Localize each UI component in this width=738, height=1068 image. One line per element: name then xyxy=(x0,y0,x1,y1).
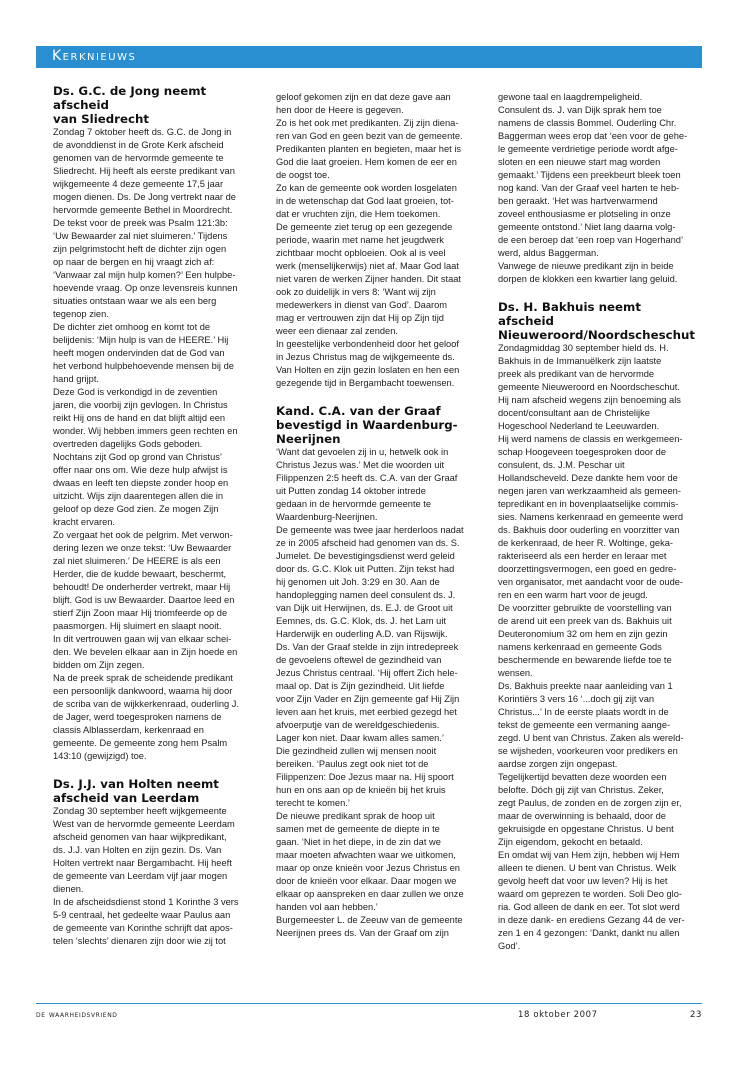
column-3 xyxy=(498,91,698,953)
footer-page-number: 23 xyxy=(690,1010,703,1020)
section-title: Kerknieuws xyxy=(52,48,137,64)
footer-date: 18 oktober 2007 xyxy=(518,1010,598,1020)
article-3-title: Kand. C.A. van der Graaf bevestigd in Waardenburg- Neerijnen xyxy=(276,404,458,446)
footer-rule xyxy=(36,1003,702,1004)
article-3-body: ‘Want dat gevoelen zij in u, hetwelk ook in Christus Jezus was.’ Met die woorden uit Filippenzen 2:5 heeft ds. C.A. van der Graaf uit Putten zondag 14 oktober intrede gedaan in de hervormde gemeente te Waardenburg-Neerijnen. De gemeente was twee jaar herderloos nadat ze in 2005 afscheid had genomen van ds. S. Jumelet. De bevestigingsdienst werd geleid door ds. G.C. Klok uit Putten. Zijn tekst had hij genomen uit Joh. 3:29 en 30. Aan de handoplegging namen deel consulent ds. J. van Dijk uit Herwijnen, ds. E.J. de Groot uit Eemnes, ds. G.C. Klok, ds. J. het Lam uit Harderwijk en ouderling A.D. van Rijswijk. Ds. Van der Graaf stelde in zijn intredepreek de gevoelens oftewel de gezindheid van Jezus Christus centraal. ‘Hij offert Zich hele- maal op. Dat is Zijn gezindheid. Uit liefde voor Zijn Vader en Zijn gemeente gaf Hij Zijn leven aan het kruis, met eerbied gezegd het afvoerputje van de wereldgeschiedenis. Lager kon niet. Daar kwam alles samen.’ Die gezindheid zullen wij mensen nooit bereiken. ‘Paulus zegt ook niet tot de Filippenzen: Doe Jezus maar na. Hij spoort hun en ons aan op de knieën bij het kruis terecht te komen.’ De nieuwe predikant sprak de hoop uit samen met de gemeente de diepte in te gaan. ‘Niet in het diepe, in de zin dat we maar moeten afwachten waar we uitkomen, maar op onze knieën voor Jezus Christus en door de knieën voor elkaar. Daar mogen we elkaar op aanspreken en daar zullen we onze handen vol aan hebben.’ Burgemeester L. de Zeeuw van de gemeente Neerijnen prees ds. Van der Graaf om zijn xyxy=(276,447,464,938)
article-3-body-continued: gewone taal en laagdrempeligheid. Consulent ds. J. van Dijk sprak hem toe namens de classis Bommel. Ouderling Chr. Baggerman wees erop dat ‘een voor de gehe- le gemeente verdrietige periode wordt afge- sloten en een nieuwe start mag worden gemaakt.’ Tijdens een preekbeurt bleek toen nog kand. Van der Graaf veel harten te heb- ben geraakt. ‘Het was hartverwarmend zoveel enthousiasme er plotseling in onze gemeente ontstond.’ Niet lang daarna volg- de een beroep dat ‘een roep van Hogerhand’ werd, aldus Baggerman. Vanwege de nieuwe predikant zijn in beide dorpen de klokken een kwartier lang geluid. xyxy=(498,92,688,284)
article-1-title: Ds. G.C. de Jong neemt afscheid van Sliedrecht xyxy=(53,84,207,126)
article-2-body: Zondag 30 september heeft wijkgemeente West van de hervormde gemeente Leerdam afscheid genomen van haar wijkpredikant, ds. J.J. van Holten en zijn gezin. Ds. Van Holten vertrekt naar Bergambacht. Hij heeft de gemeente van Leerdam vijf jaar mogen dienen. In de afscheidsdienst stond 1 Korinthe 3 vers 5-9 centraal, het gedeelte waar Paulus aan de gemeente van Korinthe schrijft dat apos- telen ‘slechts’ dienaren zijn door wie zij tot xyxy=(53,806,239,946)
article-4-body: Zondagmiddag 30 september hield ds. H. Bakhuis in de Immanuëlkerk zijn laatste preek als predikant van de hervormde gemeente Nieuweroord en Noordscheschut. Hij nam afscheid wegens zijn benoeming als docent/consultant aan de Christelijke Hogeschool Nederland te Leeuwarden. Hij werd namens de classis en werkgemeen- schap Hoogeveen toegesproken door de consulent, ds. J.M. Peschar uit Hollandscheveld. Deze dankte hem voor de negen jaren van werkzaamheid als gemeen- tepredikant en in bovenplaatselijke commis- sies. Namens kerkenraad en gemeente werd ds. Bakhuis door ouderling en voorzitter van de kerkenraad, de heer R. Woltinge, geka- rakteriseerd als een herder en leraar met doorzettingsvermogen, een goed en gedre- ven organisator, met aandacht voor de oude- ren en een warm hart voor de jeugd. De voorzitter gebruikte de voorstelling van de arend uit een preek van ds. Bakhuis uit Deuteronomium 32 om hem en zijn gezin namens kerkenraad en gemeente Gods beschermende en bewarende liefde toe te wensen. Ds. Bakhuis preekte naar aanleiding van 1 Korintiërs 3 vers 16 ‘...doch gij zijt van Christus...’ In de eerste plaats wordt in de tekst de gemeente een vermaning aange- zegd. U bent van Christus. Zaken als wereld- se wijsheden, voorkeuren voor predikers en aardse zorgen zijn ongepast. Tegelijkertijd bevatten deze woorden een belofte. Dóch gij zijt van Christus. Zeker, zegt Paulus, de zonden en de zorgen zijn er, maar de overwinning is behaald, door de gekruisigde en opgestane Christus. U bent Zijn eigendom, gekocht en betaald. En omdat wij van Hem zijn, hebben wij Hem alleen te dienen. U bent van Christus. Welk gevolg heeft dat voor uw leven? Hij is het waard om geprezen te worden. Soli Deo glo- ria. God alleen de dank en eer. Tot slot werd in deze dank- en erediens Gezang 44 de ver- zen 1 en 4 gezongen: ‘Dankt, dankt nu allen God’. xyxy=(498,343,685,951)
article-1-body: Zondag 7 oktober heeft ds. G.C. de Jong in de avonddienst in de Grote Kerk afscheid genomen van de hervormde gemeente te Sliedrecht. Hij heeft als eerste predikant van wijkgemeente 4 deze gemeente 17,5 jaar mogen dienen. Ds. De Jong vertrekt naar de hervormde gemeente Bethel in Moordrecht. De tekst voor de preek was Psalm 121:3b: ‘Uw Bewaarder zal niet sluimeren.’ Tijdens zijn pelgrimstocht heft de dichter zijn ogen op naar de bergen en hij vraagt zich af: ‘Vanwaar zal mijn hulp komen?’ Een hulpbe- hoevende vraag. Op onze levensreis kunnen situaties ontstaan waar we als een berg tegenop zien. De dichter ziet omhoog en komt tot de belijdenis: ‘Mijn hulp is van de HEERE.’ Hij heeft mogen ondervinden dat de God van het verbond hulpbehoevende mensen bij de hand grijpt. Deze God is verkondigd in de zeventien jaren, die voorbij zijn gevlogen. In Christus reikt Hij ons de hand en dat blijft altijd een wonder. Wij hebben immers geen rechten en overtreden dagelijks Gods geboden. Nochtans zijt God op grond van Christus’ offer naar ons om. Wie deze hulp afwijst is dwaas en leeft ten diepste zonder hoop en uitzicht. Wijs zijn daarentegen allen die in geloof op deze God zien. Ze mogen Zijn kracht ervaren. Zo vergaat het ook de pelgrim. Met verwon- dering lezen we onze tekst: ‘Uw Bewaarder zal niet sluimeren.’ De HEERE is als een Herder, die de kudde bewaart, beschermt, behoudt! De onderherder vertrekt, maar Hij blijft. God is uw Bewaarder. Daartoe leed en stierf Zijn Zoon maar Hij triomfeerde op de paasmorgen. Hij sluimert en slaapt nooit. In dit vertrouwen gaan wij van elkaar schei- den. We bevelen elkaar aan in Zijn hoede en bidden om Zijn zegen. Na de preek sprak de scheidende predikant een persoonlijk dankwoord, waarna hij door de scriba van de wijkkerkenraad, ouderling J. de Jager, werd toegesproken namens de classis Alblasserdam, kerkenraad en gemeente. De gemeente zong hem Psalm 143:10 (gewijzigd) toe. xyxy=(53,127,240,761)
footer-publication: de waarheidsvriend xyxy=(36,1010,118,1020)
column-2 xyxy=(276,91,476,940)
article-4-title: Ds. H. Bakhuis neemt afscheid Nieuweroord/Noordscheschut xyxy=(498,300,696,342)
article-2-body-continued: geloof gekomen zijn en dat deze gave aan hen door de Heere is gegeven. Zo is het ook met predikanten. Zij zijn diena- ren van God en geen bezit van de gemeente. Predikanten planten en begieten, maar het is God die laat groeien. Hem komen de eer en de oogst toe. Zo kan de gemeente ook worden losgelaten in de wetenschap dat God laat groeien, tot- dat er vruchten zijn, die Hem toekomen. De gemeente ziet terug op een gezegende periode, waarin met name het jeugdwerk zichtbaar mocht opbloeien. Ook al is veel werk (menselijkerwijs) niet af. Maar God laat niet varen de werken Zijner handen. Dit staat ook zo duidelijk in vers 8: ‘Want wij zijn medewerkers in dienst van God’. Daarom mag er vertrouwen zijn dat Hij op Zijn tijd weer een dienaar zal zenden. In geestelijke verbondenheid door het geloof in Jezus Christus mag de wijkgemeente ds. Van Holten en zijn gezin loslaten en hen een gezegende tijd in Bergambacht toewensen. xyxy=(276,92,463,388)
section-banner xyxy=(36,46,702,68)
article-2-title: Ds. J.J. van Holten neemt afscheid van Leerdam xyxy=(53,777,219,805)
column-1 xyxy=(53,84,253,948)
